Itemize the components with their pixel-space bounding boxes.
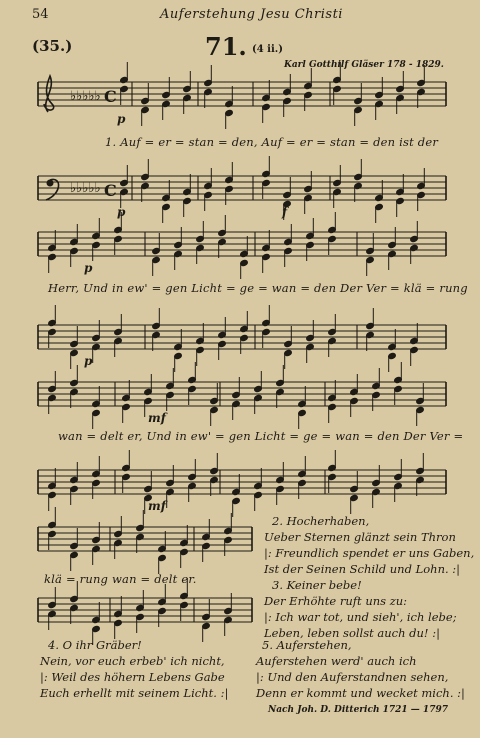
- lyrics-line-3: wan = delt er, Und in ew' = gen Licht = ge = wan = den Der Ver =: [58, 429, 464, 443]
- verse-2-line-2: Ueber Sternen glänzt sein Thron: [264, 530, 456, 544]
- section-number: (35.): [32, 37, 73, 55]
- verse-2-line-4: Ist der Seinen Schild und Lohn. :|: [264, 562, 461, 576]
- verse-2-line-3: |: Freundlich spendet er uns Gaben,: [264, 546, 475, 560]
- verse-5-line-4: Denn er kommt und wecket mich. :|: [256, 686, 465, 700]
- verse-3-line-2: Der Erhöhte ruft uns zu:: [264, 594, 408, 608]
- verse-5-line-3: |: Und den Auferstandnen sehen,: [256, 670, 449, 684]
- verse-4-line-2: Nein, vor euch erbeb' ich nicht,: [40, 654, 225, 668]
- hymn-number: 71.: [205, 32, 247, 61]
- verse-5-line-2: Auferstehen werd' auch ich: [256, 654, 417, 668]
- verse-3-line-4: Leben, leben sollst auch du! :|: [264, 626, 440, 640]
- time-signature: C: [104, 87, 117, 106]
- lyrics-line-4: klä = rung wan = delt er.: [44, 572, 197, 586]
- dynamic-piano: p: [117, 112, 126, 126]
- dynamic-mezzo-forte: mf: [148, 411, 166, 425]
- lyrics-line-1: 1. Auf = er = stan = den, Auf = er = stan = den ist der: [105, 135, 439, 149]
- verse-4-line-3: |: Weil des höhern Lebens Gabe: [40, 670, 225, 684]
- dynamic-piano: p: [84, 354, 93, 368]
- verse-3-line-3: |: Ich war tot, und sieh', ich lebe;: [264, 610, 457, 624]
- meter-label: (4 ii.): [252, 44, 283, 55]
- dynamic-forte: f: [282, 205, 288, 219]
- dynamic-mezzo-forte: mf: [148, 499, 166, 513]
- dynamic-piano: p: [117, 205, 126, 219]
- verse-5-line-1: 5. Auferstehen,: [262, 638, 352, 652]
- page-number: 54: [32, 7, 49, 22]
- lyrics-line-2: Herr, Und in ew' = gen Licht = ge = wan = den Der Ver = klä = rung: [48, 281, 468, 295]
- dynamic-piano: p: [84, 261, 93, 275]
- verse-4-line-1: 4. O ihr Gräber!: [48, 638, 142, 652]
- verse-2-line-1: 2. Hocherhaben,: [272, 514, 370, 528]
- text-attribution: Nach Joh. D. Ditterich 1721 — 1797: [268, 705, 448, 715]
- running-title: Auferstehung Jesu Christi: [160, 7, 343, 22]
- time-signature: C: [104, 181, 117, 200]
- verse-4-line-4: Euch erhellt mit seinem Licht. :|: [40, 686, 229, 700]
- key-signature-flats: ♭♭♭♭♭: [70, 89, 101, 104]
- bass-clef-icon: [47, 180, 54, 187]
- key-signature-flats: ♭♭♭♭♭: [70, 181, 101, 196]
- verse-3-line-1: 3. Keiner bebe!: [272, 578, 362, 592]
- composer-credit: Karl Gotthilf Gläser 178 - 1829.: [284, 60, 444, 70]
